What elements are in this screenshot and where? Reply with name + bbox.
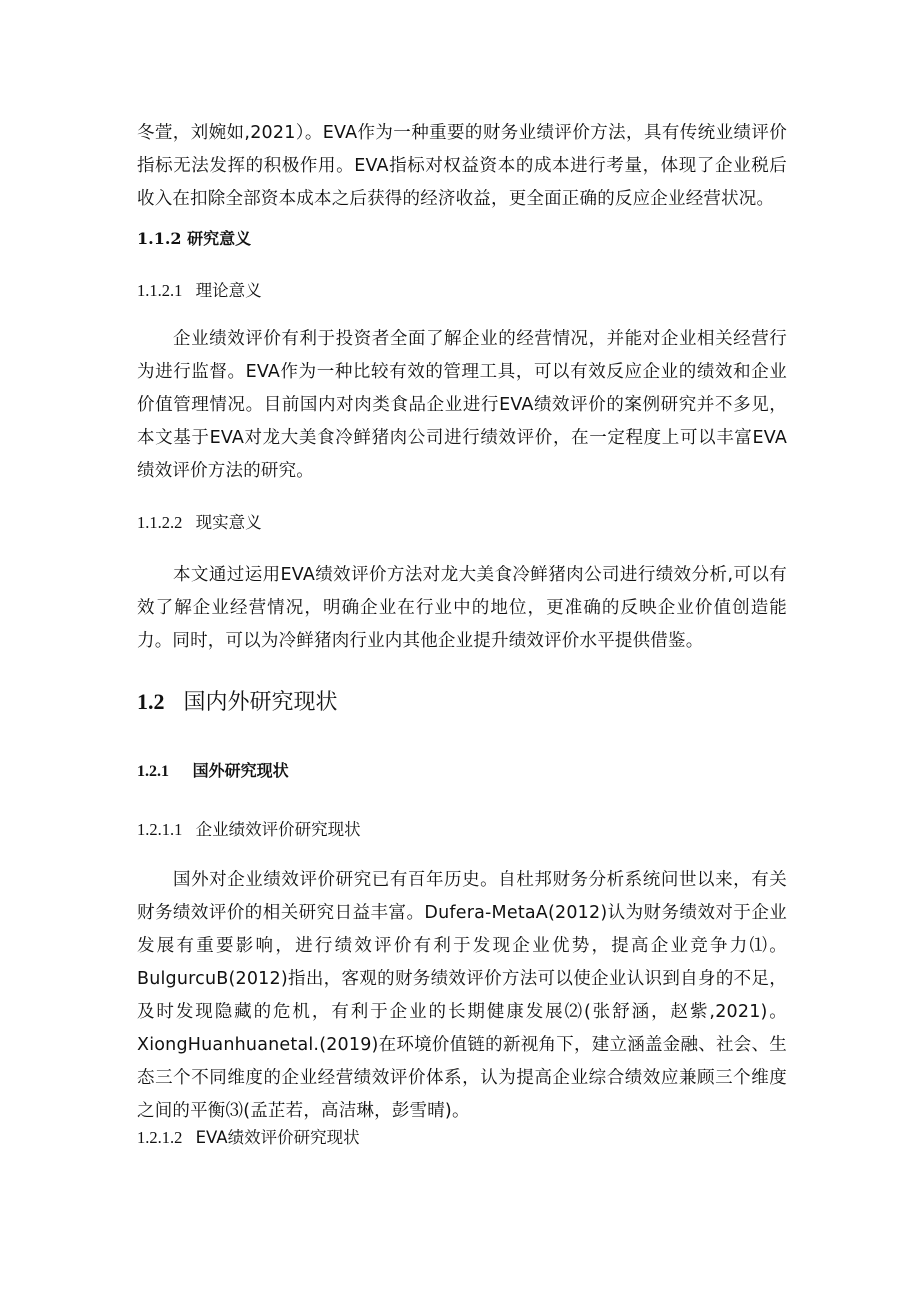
paragraph-theory: 企业绩效评价有利于投资者全面了解企业的经营情况，并能对企业相关经营行为进行监督。EVA作为一种比较有效的管理工具，可以有效反应企业的绩效和企业价值管理情况。目前国内对肉类食品企业进行EVA绩效评价的案例研究并不多见，本文基于EVA对龙大美食冷鲜猪肉公司进行绩效评价，在一定程度上可以丰富EVA绩效评价方法的研究。 (137, 329, 787, 481)
heading-1-1-2-2 (137, 511, 787, 535)
heading-title: 企业绩效评价研究现状 (195, 820, 361, 839)
paragraph-intro: 冬萱，刘婉如,2021）。EVA作为一种重要的财务业绩评价方法，具有传统业绩评价指标无法发挥的积极作用。EVA指标对权益资本的成本进行考量，体现了企业税后收入在扣除全部资本成本之后获得的经济收益，更全面正确的反应企业经营状况。 (137, 123, 787, 209)
heading-title: 现实意义 (195, 513, 262, 532)
paragraph-foreign: 国外对企业绩效评价研究已有百年历史。自杜邦财务分析系统问世以来，有关财务绩效评价的相关研究日益丰富。Dufera-MetaA(2012)认为财务绩效对于企业发展有重要影响，进行绩效评价有利于发现企业优势，提高企业竞争力⑴。BulgurcuB(2012)指出，客观的财务绩效评价方法可以使企业认识到自身的不足，及时发现隐藏的危机，有利于企业的长期健康发展⑵(张舒涵，赵紫,2021)。XiongHuanhuanetal.(2019)在环境价值链的新视角下，建立涵盖金融、社会、生态三个不同维度的企业经营绩效评价体系，认为提高企业综合绩效应兼顾三个维度之间的平衡⑶(孟芷若，高洁琳，彭雪晴)。 (137, 870, 787, 1121)
heading-number: 1.1.2 (137, 229, 182, 248)
heading-1-2-1-2 (137, 1126, 787, 1150)
heading-number: 1.2 (137, 689, 165, 714)
heading-1-2 (137, 687, 787, 718)
heading-1-1-2-1 (137, 279, 787, 303)
heading-title: 国外研究现状 (192, 761, 289, 780)
paragraph-practical: 本文通过运用EVA绩效评价方法对龙大美食冷鲜猪肉公司进行绩效分析,可以有效了解企业经营情况，明确企业在行业中的地位，更准确的反映企业价值创造能力。同时，可以为冷鲜猪肉行业内其他企业提升绩效评价水平提供借鉴。 (137, 565, 787, 651)
heading-title: 国内外研究现状 (183, 690, 338, 715)
heading-number: 1.1.2.2 (137, 513, 183, 532)
heading-number: 1.1.2.1 (137, 281, 183, 300)
heading-number: 1.2.1.2 (137, 1128, 183, 1147)
heading-title: 研究意义 (187, 229, 252, 248)
heading-title: EVA绩效评价研究现状 (195, 1128, 360, 1147)
heading-1-2-1 (137, 759, 787, 784)
heading-1-1-2 (137, 227, 787, 251)
heading-title: 理论意义 (195, 281, 262, 300)
heading-number: 1.2.1.1 (137, 820, 183, 839)
heading-number: 1.2.1 (137, 763, 169, 780)
heading-1-2-1-1 (137, 818, 787, 842)
